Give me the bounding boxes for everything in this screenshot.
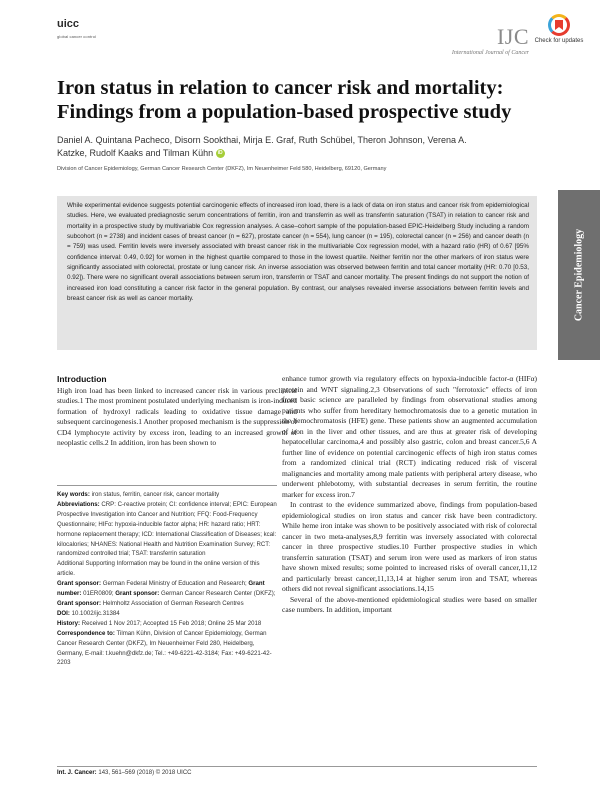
right-paragraph-3: Several of the above-mentioned epidemiological studies were based on smaller case numbers. In addition, important — [282, 594, 537, 614]
right-paragraph-2: In contrast to the evidence summarized above, findings from population-based epidemiological studies on iron status and cancer risk have been contradictory. While heme iron intake was shown to be positively associated with risk of colorectal cancer in two meta-analyses,8,9 ferritin was inversely associated with colorectal cancer in three prospective studies.10 Further prospective studies in which transferrin saturation (TSAT) and serum iron were used as markers of iron status have shown mixed results; some pointed to increased risks of overall cancer,11,12 and particularly breast cancer,11,13,14 at higher serum iron and TSAT, whereas others did not reveal significant associations.14,15 — [282, 500, 537, 593]
doi-label: DOI: — [57, 609, 70, 617]
keywords — [57, 490, 277, 500]
grant-text: German Federal Ministry of Education and Research; — [102, 580, 247, 588]
abbreviations-text: CRP: C-reactive protein; CI: confidence interval; EPIC: European Prospective Investigation into Cancer and Nutrition; FFQ: Food-Frequency Questionnaire; HIFα: hypoxia-inducible factor alpha; HR: hazard ratio; HRT: hormone replacement therapy; ICD: International Classification of Diseases; kcal: kilocalories; NHANES: National Health and Nutrition Examination Survey; RCT: randomized controlled trial; TSAT: transferrin saturation — [57, 500, 277, 558]
right-paragraph-1: enhance tumor growth via regulatory effects on hypoxia-inducible factor-α (HIFα) protein and WNT signaling.2,3 Observations of such "ferrotoxic" effects of iron from basic science are paralleled by findings from observational studies among patients who suffer from hereditary hemochromatosis due to a genetic mutation in the hemochromatosis (HFE) gene. These patients show an augmented accumulation of iron in the liver and other tissues, and are thus at greater risk of developing hepatocellular carcinoma,4 and possibly also gastric, colon and breast cancer.5,6 A further line of evidence on potential carcinogenic effects of high iron status comes from a randomized clinical trial (RCT) indicating reduced risk of visceral malignancies and mortality among male patients with peripheral artery disease, who underwent phlebotomy, with substantial decreases in serum ferritin, the routine marker for excess iron.7 — [282, 374, 537, 499]
authors-text: Daniel A. Quintana Pacheco, Disorn Sookthai, Mirja E. Graf, Ruth Schübel, Theron Johnson, Verena A. Katzke, Rudolf Kaaks and Tilman Kühn — [57, 135, 467, 158]
grant-number-label: Grant number: — [57, 580, 265, 598]
logo-subtitle: global cancer control — [57, 34, 97, 39]
check-updates-icon — [548, 14, 570, 36]
footer-divider — [57, 766, 537, 767]
affiliation: Division of Cancer Epidemiology, German Cancer Research Center (DKFZ), Im Neuenheimer Feld 580, Heidelberg, 69120, Germany — [57, 166, 387, 172]
grant-text-3: Helmholtz Association of German Research Centres — [102, 599, 244, 607]
grant-label-2: Grant sponsor: — [115, 590, 160, 598]
journal-masthead — [452, 26, 529, 56]
check-updates-label: Check for updates — [534, 38, 584, 44]
supporting-info: Additional Supporting Information may be found in the online version of this article. — [57, 560, 260, 578]
orcid-icon[interactable]: iD — [217, 150, 223, 157]
correspondence-label: Correspondence to: — [57, 629, 115, 637]
left-column — [57, 374, 297, 449]
section-side-tab — [558, 190, 600, 360]
introduction-heading: Introduction — [57, 374, 107, 384]
intro-paragraph: High iron load has been linked to increased cancer risk in various preclinical studies.1 The most prominent postulated underlying mechanism is iron-induced formation of hydroxyl radicals leading to oxidative tissue damage and subsequent carcinogenesis.1 Another proposed mechanism is the suppression of CD4 lymphocyte activity by excess iron, leading to an increased growth of neoplastic cells.2 In addition, iron has been shown to — [57, 385, 297, 447]
uicc-logo — [57, 15, 107, 45]
abstract: While experimental evidence suggests potential carcinogenic effects of increased iron load, there is a lack of data on iron status and cancer risk from epidemiological studies. Here, we evaluated prediagnostic serum concentrations of ferritin, iron and transferrin as well as transferrin saturation (TSAT) in relation to cancer risk and mortality in a prospective study by multivariable Cox regression analyses. A case–cohort sample of the population-based EPIC-Heidelberg Study including a random subcohort (n = 2738) and incident cases of breast cancer (n = 627), prostate cancer (n = 554), lung cancer (n = 195), colorectal cancer (n = 256) and cancer death (n = 759) was used. Ferritin levels were inversely associated with breast cancer risk in the multivariable Cox regression model, with a hazard ratio (HR) of 0.67 [95% confidence interval: 0.49, 0.92] for women in the highest quartile compared to those in the lowest quartile. Neither ferritin nor the other markers of iron status were significantly associated with colorectal, prostate or lung cancer risk. An inverse association was observed between ferritin and total cancer mortality (HR: 0.70 [0.53, 0.92]). There were no significant overall associations between serum iron, transferrin or TSAT and cancer mortality. The present findings do not support the notion of increased iron load constituting a cancer risk factor in the general population. By contrast, our analyses revealed inverse associations between ferritin levels and breast cancer risk as well as cancer mortality. — [57, 196, 537, 350]
check-for-updates-button[interactable] — [533, 14, 585, 50]
article-notes — [57, 485, 277, 668]
grant-label: Grant sponsor: — [57, 580, 102, 588]
doi — [57, 609, 277, 619]
journal-abbreviation: IJC — [496, 24, 529, 49]
footer-journal: Int. J. Cancer: — [57, 770, 97, 776]
author-list — [57, 134, 487, 160]
correspondence — [57, 629, 277, 669]
grant-text-2: German Cancer Research Center (DKFZ); — [161, 590, 276, 598]
grants — [57, 579, 277, 609]
grant-number: 01ER0809; — [83, 590, 114, 598]
right-column — [282, 374, 537, 616]
abbreviations-label: Abbreviations: — [57, 500, 100, 508]
keywords-label: Key words: — [57, 491, 90, 498]
side-tab-label: Cancer Epidemiology — [573, 228, 585, 322]
correspondence-text: Tilman Kühn, Division of Cancer Epidemiology, German Cancer Research Center (DKFZ), Im Neuenheimer Feld 280, Heidelberg, Germany, E-mail: t.kuehn@dkfz.de; Tel.: +49-6221-42-3184; Fax: +49-6221-42-2203 — [57, 629, 272, 667]
logo-text: uicc — [57, 18, 80, 30]
abbreviations — [57, 500, 277, 559]
history-text: Received 1 Nov 2017; Accepted 15 Feb 2018; Online 25 Mar 2018 — [81, 619, 262, 627]
journal-name: International Journal of Cancer — [451, 50, 529, 56]
page-footer — [57, 770, 192, 776]
doi-link[interactable]: 10.1002/ijc.31384 — [71, 609, 120, 617]
article-title: Iron status in relation to cancer risk and mortality: Findings from a population-based prospective study — [57, 77, 512, 123]
history-label: History: — [57, 619, 81, 627]
history — [57, 619, 277, 629]
footer-citation: 143, 561–569 (2018) © 2018 UICC — [98, 770, 192, 776]
grant-label-3: Grant sponsor: — [57, 599, 102, 607]
keywords-text: iron status, ferritin, cancer risk, cancer mortality — [91, 491, 220, 498]
